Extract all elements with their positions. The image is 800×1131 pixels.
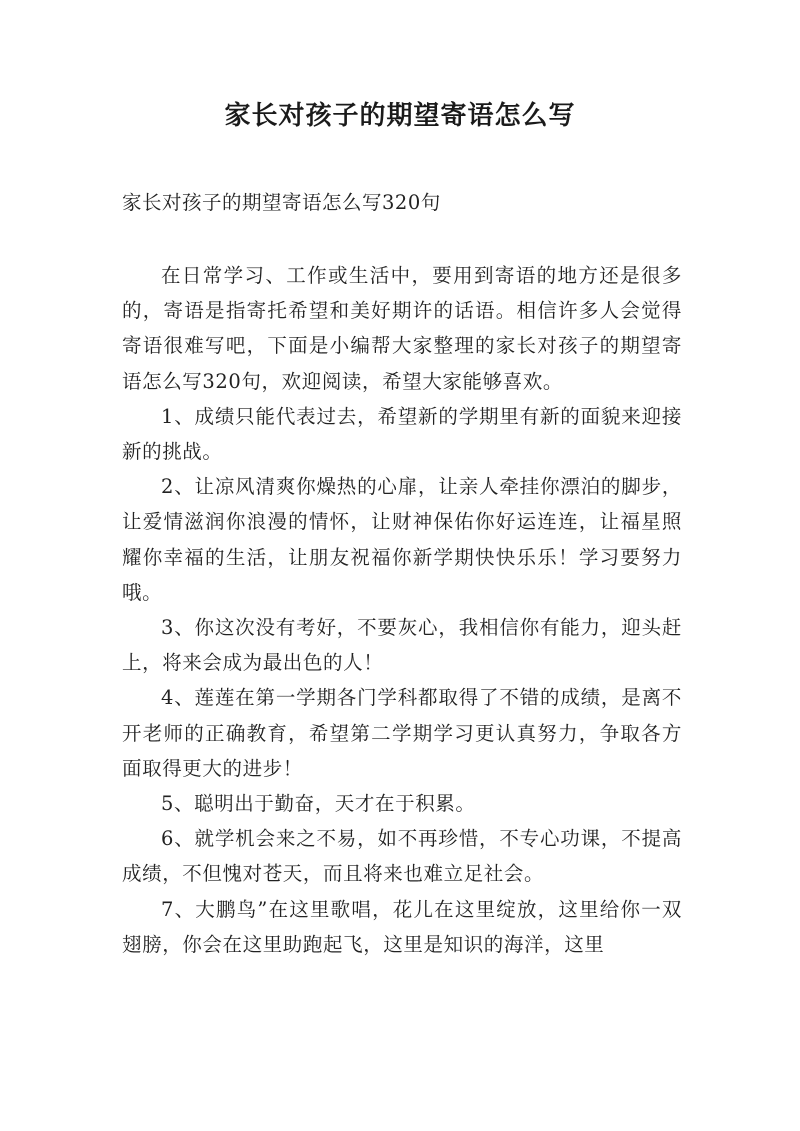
list-item: 7、大鹏鸟”在这里歌唱，花儿在这里绽放，这里给你一双翅膀，你会在这里助跑起飞，这里是知识的海洋，这里 (122, 897, 682, 956)
document-body (122, 258, 682, 962)
list-item: 5、聪明出于勤奋，天才在于积累。 (161, 792, 476, 816)
intro-paragraph: 在日常学习、工作或生活中，要用到寄语的地方还是很多的，寄语是指寄托希望和美好期许的话语。相信许多人会觉得寄语很难写吧，下面是小编帮大家整理的家长对孩子的期望寄语怎么写320句，欢迎阅读，希望大家能够喜欢。 (122, 264, 682, 393)
document-title: 家长对孩子的期望寄语怎么写 (224, 101, 576, 131)
document-subtitle: 家长对孩子的期望寄语怎么写320句 (122, 191, 441, 214)
list-item: 4、莲莲在第一学期各门学科都取得了不错的成绩，是离不开老师的正确教育，希望第二学期学习更认真努力，争取各方面取得更大的进步！ (122, 686, 682, 780)
list-item: 6、就学机会来之不易，如不再珍惜，不专心功课，不提高成绩，不但愧对苍天，而且将来也难立足社会。 (122, 827, 682, 886)
list-item: 3、你这次没有考好，不要灰心，我相信你有能力，迎头赶上，将来会成为最出色的人！ (122, 616, 682, 675)
list-item: 1、成绩只能代表过去，希望新的学期里有新的面貌来迎接新的挑战。 (122, 404, 682, 464)
list-item: 2、让凉风清爽你燥热的心扉，让亲人牵挂你漂泊的脚步，让爱情滋润你浪漫的情怀，让财神保佑你好运连连，让福星照耀你幸福的生活，让朋友祝福你新学期快快乐乐！学习要努力哦。 (122, 475, 682, 604)
